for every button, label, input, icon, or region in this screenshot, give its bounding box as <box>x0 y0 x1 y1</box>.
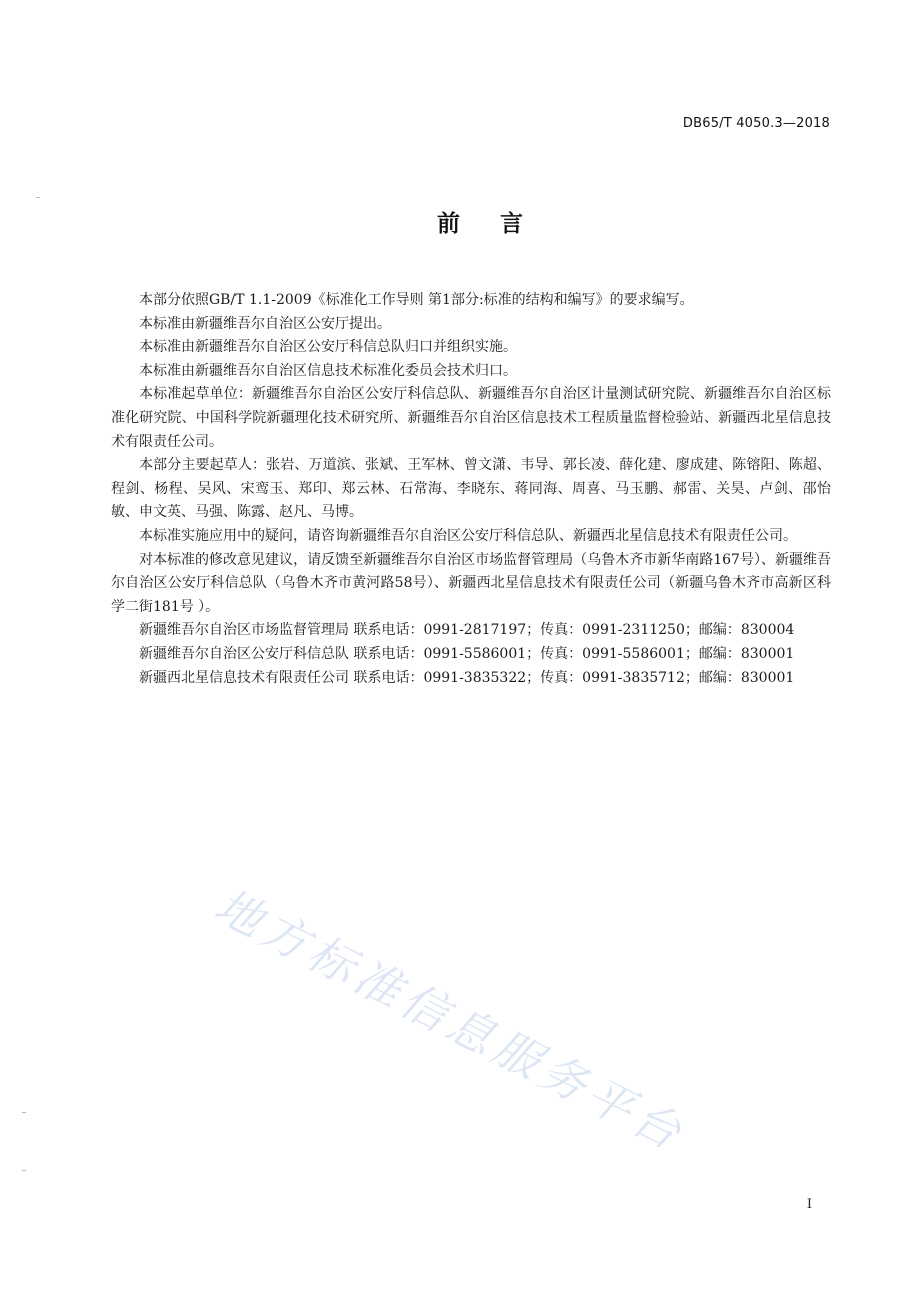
paragraph: 本标准实施应用中的疑问，请咨询新疆维吾尔自治区公安厅科信总队、新疆西北星信息技术有限责任公司。 <box>139 527 797 544</box>
page-number: I <box>806 1197 812 1212</box>
contact-line: 新疆西北星信息技术有限责任公司 联系电话：0991-3835322；传真：0991-3835712；邮编：830001 <box>139 669 795 686</box>
paragraph: 本标准由新疆维吾尔自治区公安厅提出。 <box>139 315 391 332</box>
foreword-body <box>111 289 831 690</box>
contact-list <box>111 619 831 690</box>
paragraph: 本部分依照GB/T 1.1-2009《标准化工作导则 第1部分:标准的结构和编写》的要求编写。 <box>139 292 694 308</box>
page-title: 前言 <box>437 211 563 237</box>
contact-line: 新疆维吾尔自治区公安厅科信总队 联系电话：0991-5586001；传真：0991-5586001；邮编：830001 <box>139 645 795 662</box>
paragraph: 对本标准的修改意见建议，请反馈至新疆维吾尔自治区市场监督管理局（乌鲁木齐市新华南路167号）、新疆维吾尔自治区公安厅科信总队（乌鲁木齐市黄河路58号）、新疆西北星信息技术有限责任公司（新疆乌鲁木齐市高新区科学二街181号 ）。 <box>111 551 831 615</box>
scan-speck <box>22 1112 26 1113</box>
scan-speck <box>22 1170 26 1171</box>
watermark: 地方标准信息服务平台 <box>206 878 695 1163</box>
paragraph: 本标准由新疆维吾尔自治区信息技术标准化委员会技术归口。 <box>139 362 517 379</box>
contact-line: 新疆维吾尔自治区市场监督管理局 联系电话：0991-2817197；传真：0991-2311250；邮编：830004 <box>139 622 795 639</box>
paragraph: 本标准由新疆维吾尔自治区公安厅科信总队归口并组织实施。 <box>139 339 517 356</box>
scan-speck <box>36 197 40 198</box>
paragraph: 本标准起草单位：新疆维吾尔自治区公安厅科信总队、新疆维吾尔自治区计量测试研究院、新疆维吾尔自治区标准化研究院、中国科学院新疆理化技术研究所、新疆维吾尔自治区信息技术工程质量监督检验站、新疆西北星信息技术有限责任公司。 <box>111 386 831 450</box>
paragraph: 本部分主要起草人：张岩、万道滨、张斌、王军林、曾文潇、韦导、郭长凌、薛化建、廖成建、陈镕阳、陈超、程剑、杨程、吴风、宋鸾玉、郑印、郑云林、石常海、李晓东、蒋同海、周喜、马玉鹏、郝雷、关昊、卢剑、邵怡敏、申文英、马强、陈露、赵凡、马博。 <box>111 457 831 521</box>
standard-code: DB65/T 4050.3—2018 <box>682 116 830 131</box>
